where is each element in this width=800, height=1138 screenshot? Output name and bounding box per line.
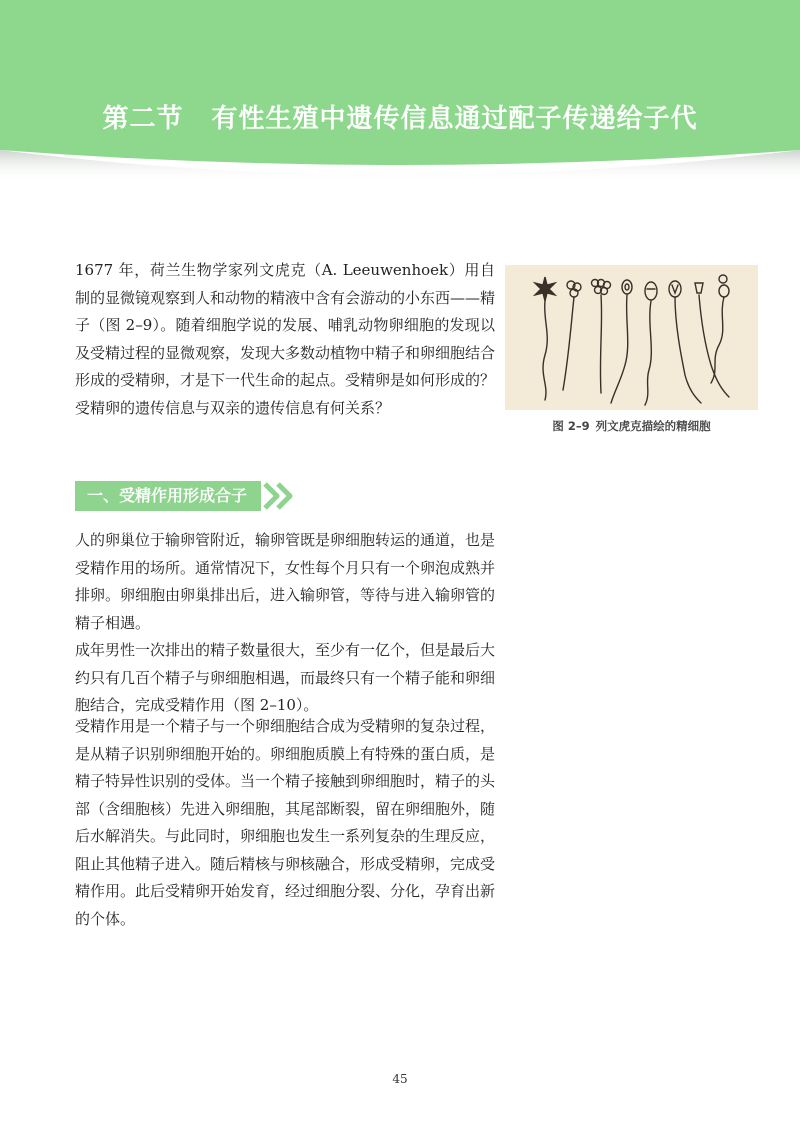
sperm-cell-5 xyxy=(645,282,657,405)
figure-sperm-drawing xyxy=(505,265,758,410)
section-heading xyxy=(75,481,295,511)
section-title: 有性生殖中遗传信息通过配子传递给子代 xyxy=(211,104,698,134)
body-paragraph-3: 受精作用是一个精子与一个卵细胞结合成为受精卵的复杂过程，是从精子识别卵细胞开始的。卵细胞质膜上有特殊的蛋白质，是精子特异性识别的受体。当一个精子接触到卵细胞时，精子的头部（含细胞核）先进入卵细胞，其尾部断裂，留在卵细胞外，随后水解消失。与此同时，卵细胞也发生一系列复杂的生理反应，阻止其他精子进入。随后精核与卵核融合，形成受精卵，完成受精作用。此后受精卵开始发育，经过细胞分裂、分化，孕育出新的个体。 xyxy=(75,717,496,928)
section-heading-label: 一、受精作用形成合子 xyxy=(75,481,261,511)
intro-paragraph: 1677 年，荷兰生物学家列文虎克（A. Leeuwenhoek）用自制的显微镜观察到人和动物的精液中含有会游动的小东西——精子（图 2–9）。随着细胞学说的发展、哺乳动物卵细胞的发现以及受精过程的显微观察，发现大多数动植物中精子和卵细胞结合形成的受精卵，才是下一代生命的起点。受精卵是如何形成的？受精卵的遗传信息与双亲的遗传信息有何关系？ xyxy=(75,261,496,417)
double-chevron-icon xyxy=(263,481,295,511)
sperm-cell-4 xyxy=(611,280,632,403)
banner-background xyxy=(0,0,800,182)
sperm-cell-2 xyxy=(563,281,581,390)
sperm-cell-6 xyxy=(669,281,701,403)
body-paragraph-2: 成年男性一次排出的精子数量很大，至少有一亿个，但是最后大约只有几百个精子与卵细胞相遇，而最终只有一个精子能和卵细胞结合，完成受精作用（图 2–10）。 xyxy=(75,641,496,714)
sperm-cells-illustration xyxy=(505,265,758,410)
figure-number: 图 2–9 xyxy=(552,419,590,433)
sperm-cell-3 xyxy=(592,280,611,394)
body-paragraph-1: 人的卵巢位于输卵管附近，输卵管既是卵细胞转运的通道，也是受精作用的场所。通常情况下，女性每个月只有一个卵泡成熟并排卵。卵细胞由卵巢排出后，进入输卵管，等待与进入输卵管的精子相遇。 xyxy=(75,531,496,632)
chapter-banner xyxy=(0,0,800,182)
figure-caption xyxy=(505,418,758,434)
sperm-cell-8 xyxy=(711,275,729,383)
page-title xyxy=(0,98,800,135)
figure-caption-text: 列文虎克描绘的精细胞 xyxy=(595,419,711,433)
page-number: 45 xyxy=(392,1072,408,1086)
section-number: 第二节 xyxy=(102,104,184,134)
sperm-cell-1 xyxy=(535,277,555,400)
